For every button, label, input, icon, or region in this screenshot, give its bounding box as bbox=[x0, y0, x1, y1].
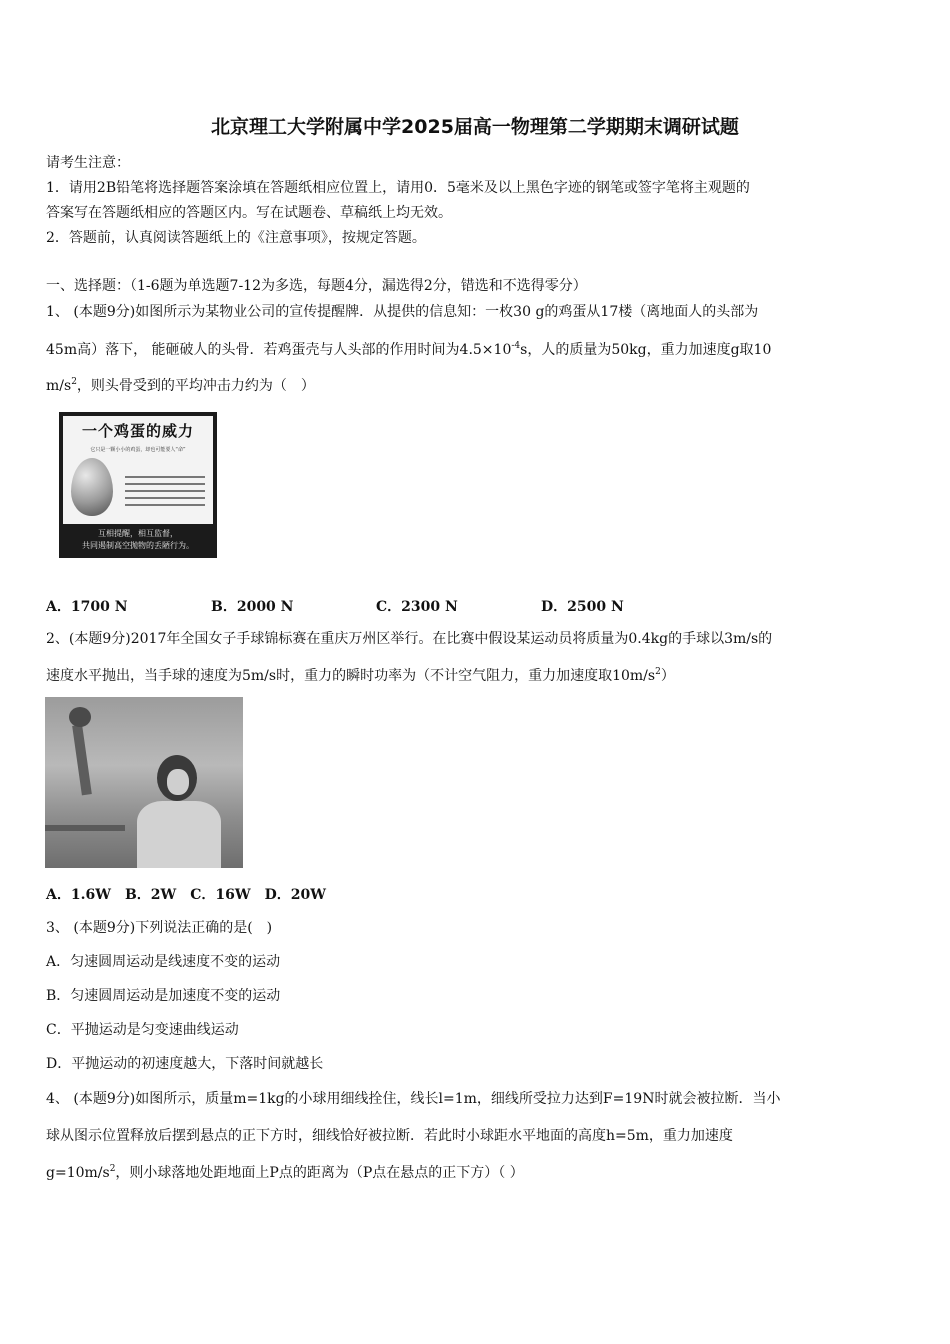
handball-icon bbox=[69, 707, 91, 727]
q1-line-3-text-b: ，则头骨受到的平均冲击力约为（ ） bbox=[76, 378, 315, 394]
poster-footer-line-1: 互相提醒，相互监督， bbox=[98, 529, 178, 538]
q1-exponent: -4 bbox=[511, 341, 521, 351]
q4-line-3 bbox=[46, 1163, 524, 1183]
q1-option-d: D．2500 N bbox=[541, 599, 624, 615]
q2-line-2-text-b: ） bbox=[660, 668, 675, 684]
poster-title: 一个鸡蛋的威力 bbox=[81, 422, 194, 440]
q2-line-1: 2、(本题9分)2017年全国女子手球锦标赛在重庆万州区举行。在比赛中假设某运动员将质量为0.4kg的手球以3m/s的 bbox=[46, 631, 773, 647]
photo-arm bbox=[72, 725, 92, 796]
q2-exponent: 2 bbox=[655, 667, 661, 677]
q2-line-2 bbox=[46, 666, 675, 686]
q4-line-1: 4、 (本题9分)如图所示，质量m=1kg的小球用细线拴住，线长l=1m，细线所受拉力达到F=19N时就会被拉断．当小 bbox=[46, 1091, 781, 1107]
q1-line-2 bbox=[46, 340, 771, 360]
handball-player-photo bbox=[45, 697, 243, 868]
q3-option-c: C．平抛运动是匀变速曲线运动 bbox=[46, 1022, 239, 1038]
notice-item-1b: 答案写在答题纸相应的答题区内。写在试题卷、草稿纸上均无效。 bbox=[46, 205, 452, 221]
q4-line-2: 球从图示位置释放后摆到悬点的正下方时，细线恰好被拉断．若此时小球距水平地面的高度h=5m，重力加速度 bbox=[46, 1128, 733, 1144]
q4-line-3-text-b: ，则小球落地处距地面上P点的距离为（P点在悬点的正下方）（ ） bbox=[115, 1165, 524, 1181]
poster-text-lines bbox=[125, 476, 205, 511]
q1-line-2-text-a: 45m高）落下， 能砸破人的头骨．若鸡蛋壳与人头部的作用时间为4.5×10 bbox=[46, 342, 512, 358]
photo-background-bar bbox=[45, 825, 125, 831]
poster-footer-line-2: 共同遏制高空抛物的丢陋行为。 bbox=[82, 541, 194, 550]
q1-option-c: C．2300 N bbox=[376, 599, 458, 615]
q1-line-3 bbox=[46, 376, 315, 396]
q3-option-a: A．匀速圆周运动是线速度不变的运动 bbox=[46, 954, 281, 970]
q1-line-1: 1、 (本题9分)如图所示为某物业公司的宣传提醒牌．从提供的信息知：一枚30 g的鸡蛋从17楼（离地面人的头部为 bbox=[46, 304, 759, 320]
photo-torso bbox=[137, 801, 221, 868]
egg-icon bbox=[71, 458, 113, 516]
q1-option-b: B．2000 N bbox=[211, 599, 294, 615]
q4-exponent: 2 bbox=[109, 1164, 116, 1174]
page-title: 北京理工大学附属中学2025届高一物理第二学期期末调研试题 bbox=[211, 116, 739, 138]
q1-option-a: A．1700 N bbox=[46, 599, 128, 615]
notice-item-1a: 1．请用2B铅笔将选择题答案涂填在答题纸相应位置上，请用0．5毫米及以上黑色字迹的钢笔或签字笔将主观题的 bbox=[46, 180, 750, 196]
notice-heading: 请考生注意： bbox=[46, 155, 130, 171]
q1-line-3-exponent: 2 bbox=[71, 377, 77, 387]
q2-line-2-text-a: 速度水平抛出，当手球的速度为5m/s时，重力的瞬时功率为（不计空气阻力，重力加速度取10m/s bbox=[46, 668, 656, 684]
section-heading: 一、选择题：（1-6题为单选题7-12为多选，每题4分，漏选得2分，错选和不选得零分） bbox=[46, 278, 587, 294]
q3-option-d: D．平抛运动的初速度越大，下落时间就越长 bbox=[46, 1056, 324, 1072]
q3-line-1: 3、 (本题9分)下列说法正确的是( ) bbox=[46, 920, 273, 936]
q2-options: A．1.6W B．2W C．16W D．20W bbox=[46, 887, 326, 903]
q1-line-2-text-b: s，人的质量为50kg，重力加速度g取10 bbox=[520, 342, 772, 358]
notice-item-2: 2．答题前，认真阅读答题纸上的《注意事项》，按规定答题。 bbox=[46, 230, 426, 246]
egg-poster-image bbox=[59, 412, 217, 558]
q1-line-3-text-a: m/s bbox=[46, 378, 72, 394]
q3-option-b: B．匀速圆周运动是加速度不变的运动 bbox=[46, 988, 281, 1004]
poster-footer bbox=[59, 528, 217, 552]
poster-subtitle: 它只是一颗小小的鸡蛋，却也可能要人“命” bbox=[90, 447, 186, 453]
q4-line-3-text-a: g=10m/s bbox=[46, 1165, 110, 1181]
photo-face bbox=[167, 769, 189, 795]
poster-panel bbox=[63, 416, 213, 524]
